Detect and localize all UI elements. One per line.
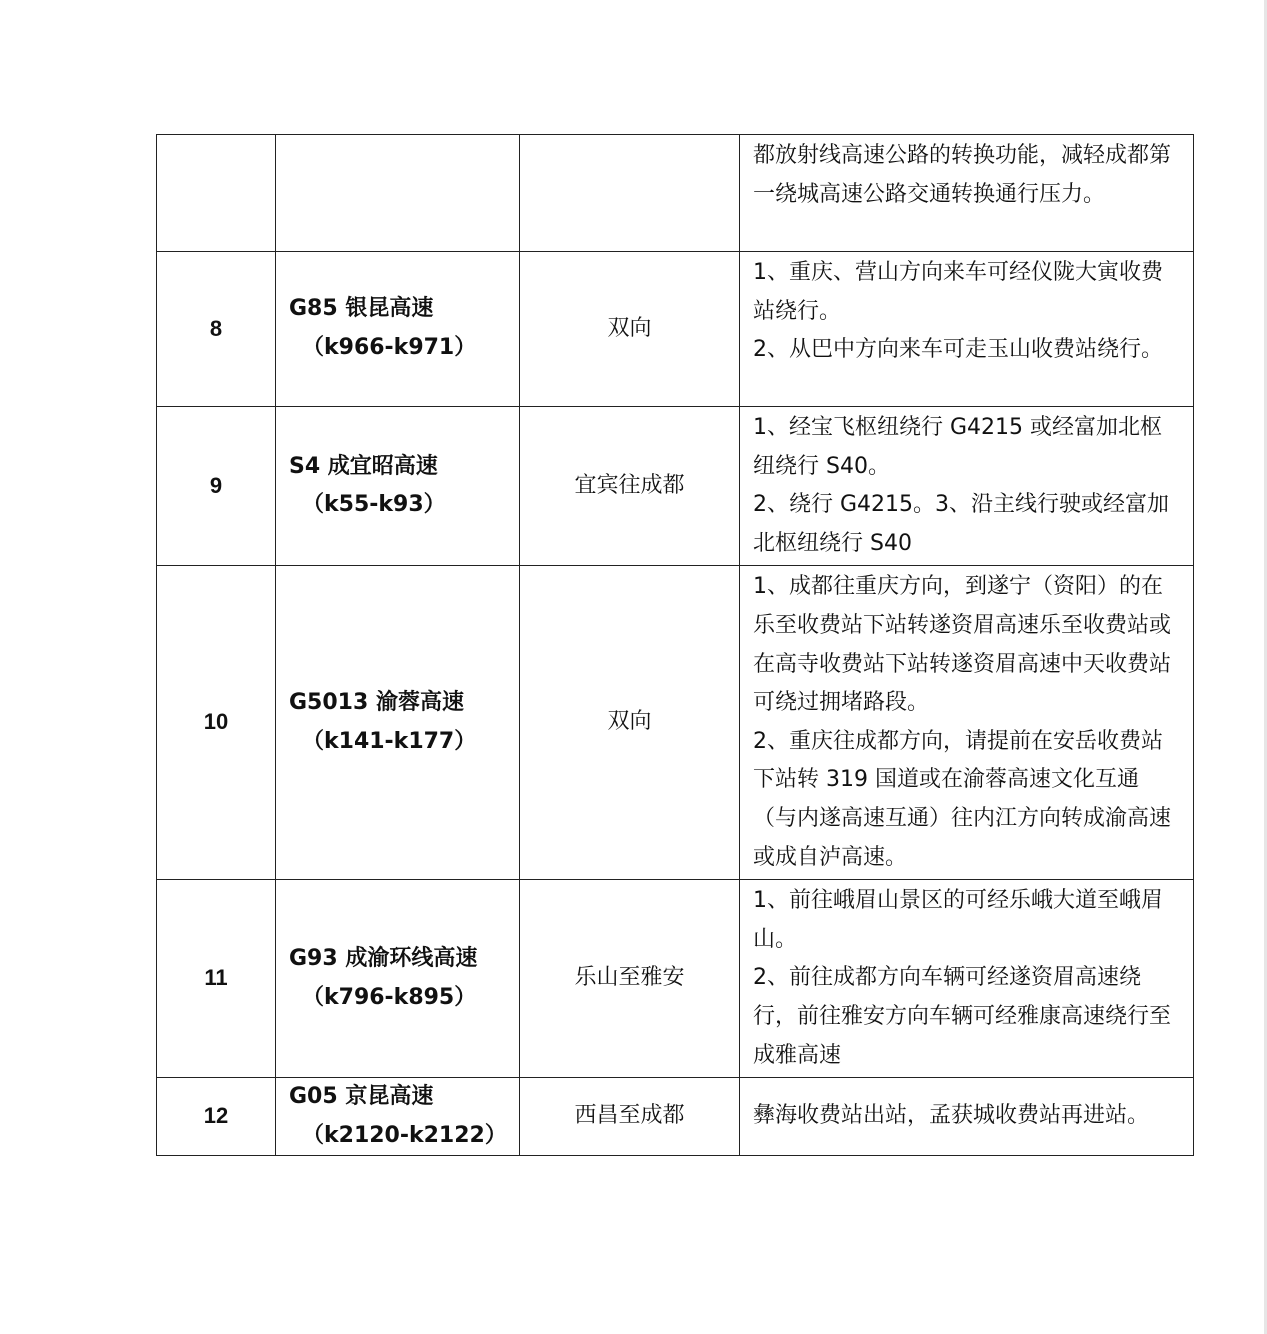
plan-paragraph: 都放射线高速公路的转换功能，减轻成都第一绕城高速公路交通转换通行压力。	[753, 143, 1172, 207]
road-cell	[276, 135, 520, 252]
road-km: （k2120-k2122）	[302, 1122, 507, 1148]
row-number-cell: 8	[157, 252, 276, 407]
plan-paragraph: 2、从巴中方向来车可走玉山收费站绕行。	[753, 337, 1163, 363]
road-cell	[276, 252, 520, 407]
table-row-9	[157, 407, 1194, 566]
direction-cell	[520, 135, 740, 252]
plan-cell	[740, 407, 1194, 566]
plan-paragraph: 彝海收费站出站，孟获城收费站再进站。	[753, 1103, 1150, 1129]
road-km: （k966-k971）	[302, 335, 477, 360]
plan-paragraph: 2、重庆往成都方向，请提前在安岳收费站下站转 319 国道或在渝蓉高速文化互通（与内遂高速互通）往内江方向转成渝高速或成自泸高速。	[753, 728, 1172, 870]
road-name: G93 成渝环线高速	[289, 946, 478, 972]
road-cell	[276, 566, 520, 880]
plan-paragraph: 1、经宝飞枢纽绕行 G4215 或经富加北枢纽绕行 S40。	[753, 415, 1163, 479]
table-row-8	[157, 252, 1194, 407]
road-km: （k796-k895）	[302, 984, 477, 1010]
detour-table	[156, 134, 1194, 1156]
road-cell	[276, 880, 520, 1078]
plan-cell	[740, 135, 1194, 252]
plan-cell	[740, 1078, 1194, 1156]
road-cell	[276, 407, 520, 566]
road-name: G85 银昆高速	[289, 296, 434, 322]
road-name: S4 成宜昭高速	[289, 453, 438, 479]
table-row-12	[157, 1078, 1194, 1156]
direction-cell: 乐山至雅安	[520, 880, 740, 1078]
plan-paragraph: 1、前往峨眉山景区的可经乐峨大道至峨眉山。	[753, 888, 1163, 952]
direction-cell: 西昌至成都	[520, 1078, 740, 1156]
direction-cell: 宜宾往成都	[520, 407, 740, 566]
road-name: G05 京昆高速	[289, 1084, 434, 1110]
plan-cell	[740, 566, 1194, 880]
row-number-cell: 9	[157, 407, 276, 566]
road-cell	[276, 1078, 520, 1156]
plan-paragraph: 1、成都往重庆方向，到遂宁（资阳）的在乐至收费站下站转遂资眉高速乐至收费站或在高寺收费站下站转遂资眉高速中天收费站可绕过拥堵路段。	[753, 574, 1172, 716]
direction-cell: 双向	[520, 252, 740, 407]
road-km: （k55-k93）	[302, 492, 446, 518]
table-row-continuation	[157, 135, 1194, 252]
plan-cell	[740, 880, 1194, 1078]
plan-paragraph: 2、绕行 G4215。3、沿主线行驶或经富加北枢纽绕行 S40	[753, 492, 1170, 556]
road-km: （k141-k177）	[302, 728, 477, 754]
table-row-11	[157, 880, 1194, 1078]
plan-cell	[740, 252, 1194, 407]
table-row-10	[157, 566, 1194, 880]
plan-paragraph: 2、前往成都方向车辆可经遂资眉高速绕行，前往雅安方向车辆可经雅康高速绕行至成雅高速	[753, 965, 1172, 1068]
plan-paragraph: 1、重庆、营山方向来车可经仪陇大寅收费站绕行。	[753, 260, 1163, 324]
direction-cell: 双向	[520, 566, 740, 880]
row-number-cell: 11	[157, 880, 276, 1078]
road-name: G5013 渝蓉高速	[289, 690, 464, 716]
row-number-cell	[157, 135, 276, 252]
row-number-cell: 12	[157, 1078, 276, 1156]
row-number-cell: 10	[157, 566, 276, 880]
